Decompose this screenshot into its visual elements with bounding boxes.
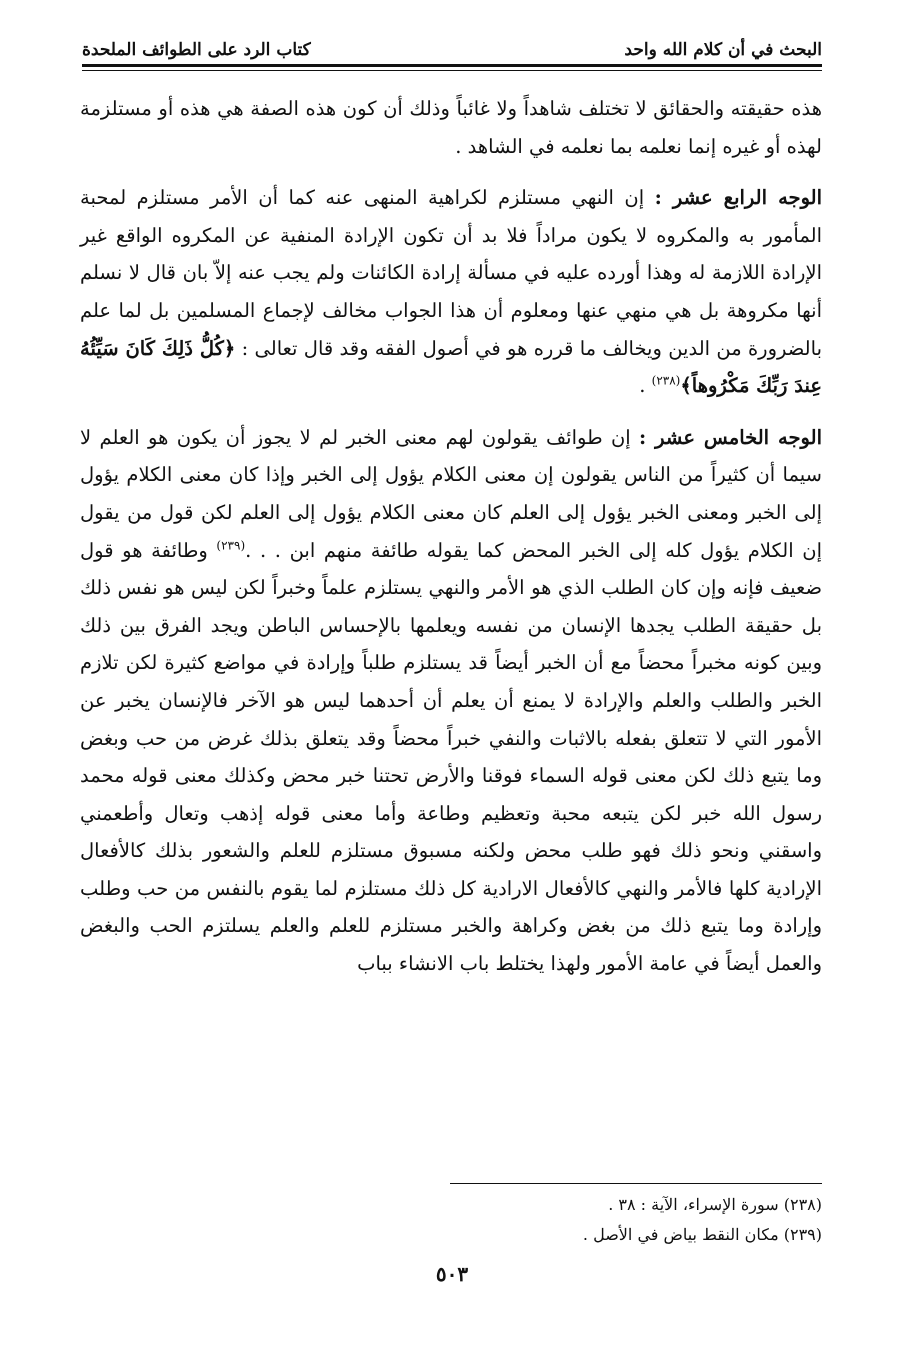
footnote-ref-239[interactable]: (٢٣٩) [216,538,246,553]
header-book-title: كتاب الرد على الطوائف الملحدة [82,40,311,60]
paragraph-2-text: إن النهي مستلزم لكراهية المنهى عنه كما أن الأمر مستلزم لمحبة المأمور به والمكروه لا يكون مراداً فلا بد أن تكون الإرادة المنفية عن المكروه الواقع غير الإرادة اللازمة له وهذا أورده عليه في مسألة إرادة الكائنات ولم يجب عنه إلاّ بان قال لا نسلم أنها مكروهة بل هي منهي عنها ومعلوم أن هذا الجواب مخالف لإجماع المسلمين بل لما علم بالضرورة من الدين ويخالف ما قرره هو في أصول الفقه وقد قال تعالى : [80,186,822,360]
paragraph-1-text: هذه حقيقته والحقائق لا تختلف شاهداً ولا غائباً وذلك أن كون هذه الصفة هي هذه أو مستلزمة لهذه أو غيره إنما نعلمه بما نعلمه في الشاهد . [80,97,822,158]
header-chapter-title: البحث في أن كلام الله واحد [624,40,822,60]
header-rule-thin [82,70,822,71]
quran-verse: ﴿كُلُّ ذَلِكَ كَانَ سَيِّئُهُ عِندَ رَبِّكَ مَكْرُوهاً﴾ [80,336,822,398]
paragraph-2 [80,179,822,405]
footnotes [82,1190,822,1250]
paragraph-3-text-b: وطائفة هو قول ضعيف فإنه وإن كان الطلب الذي هو الأمر والنهي يستلزم علماً وخبراً لكن ليس هو نفس ذلك بل حقيقة الطلب يجدها الإنسان من نفسه ويعلمها بالإحساس الباطن ويجد الفرق بين ذلك وبين كونه مخبراً محضاً مع أن الخبر أيضاً قد يستلزم طلباً وإرادة في مواضع كثيرة لكن تلازم الخبر والطلب والعلم والإرادة لا يمنع أن يعلم أن أحدهما ليس هو الآخر فالإنسان يخبر عن الأمور التي لا تتعلق بفعله بالاثبات والنفي خبراً محضاً وقد يتعلق بذلك غرض من حب وبغض وما يتبع ذلك لكن معنى قوله السماء فوقنا والأرض تحتنا خبر محض وكذلك معنى قوله محمد رسول الله خبر لكن يتبعه محبة وتعظيم وطاعة وأما معنى قوله إذهب وتعال وأطعمني واسقني ونحو ذلك فهو طلب محض ولكنه مسبوق مستلزم للعلم والشعور بذلك كالأفعال الإرادية كلها فالأمر والنهي كالأفعال الارادية كل ذلك مستلزم لما يقوم بالنفس من حب وطلب وإرادة وما يتبع ذلك من بغض وكراهة والخبر مستلزم للعلم والعلم يسلتزم الحب والبغض والعمل أيضاً في عامة الأمور ولهذا يختلط باب الانشاء بباب [80,538,822,976]
paragraph-3-heading: الوجه الخامس عشر : [639,425,822,449]
footnote-239: (٢٣٩) مكان النقط بياض في الأصل . [582,1225,822,1244]
paragraph-2-heading: الوجه الرابع عشر : [654,186,823,210]
running-header [82,30,822,60]
paragraph-3 [80,419,822,983]
footnote-ref-238[interactable]: (٢٣٨) [651,373,681,388]
main-text [80,90,822,983]
footnote-238: (٢٣٨) سورة الإسراء، الآية : ٣٨ . [608,1195,822,1214]
footnote-rule [450,1183,822,1184]
paragraph-1 [80,90,822,165]
header-rule-thick [82,64,822,67]
page-number: ٥٠٣ [435,1262,469,1286]
paragraph-2-end: . [639,374,652,398]
paragraph-3-text-a: إن طوائف يقولون لهم معنى الخبر لم لا يجوز أن يكون هو العلم لا سيما أن كثيراً من الناس يقولون إن معنى الكلام يؤول إلى الخبر وإذا كان معنى الكلام يؤول إلى الخبر ومعنى الخبر يؤول إلى العلم كان معنى الكلام يؤول إلى العلم لكن قول من يقول إن الكلام يؤول كله إلى الخبر المحض كما يقوله طائفة منهم ابن . . . [80,425,822,562]
